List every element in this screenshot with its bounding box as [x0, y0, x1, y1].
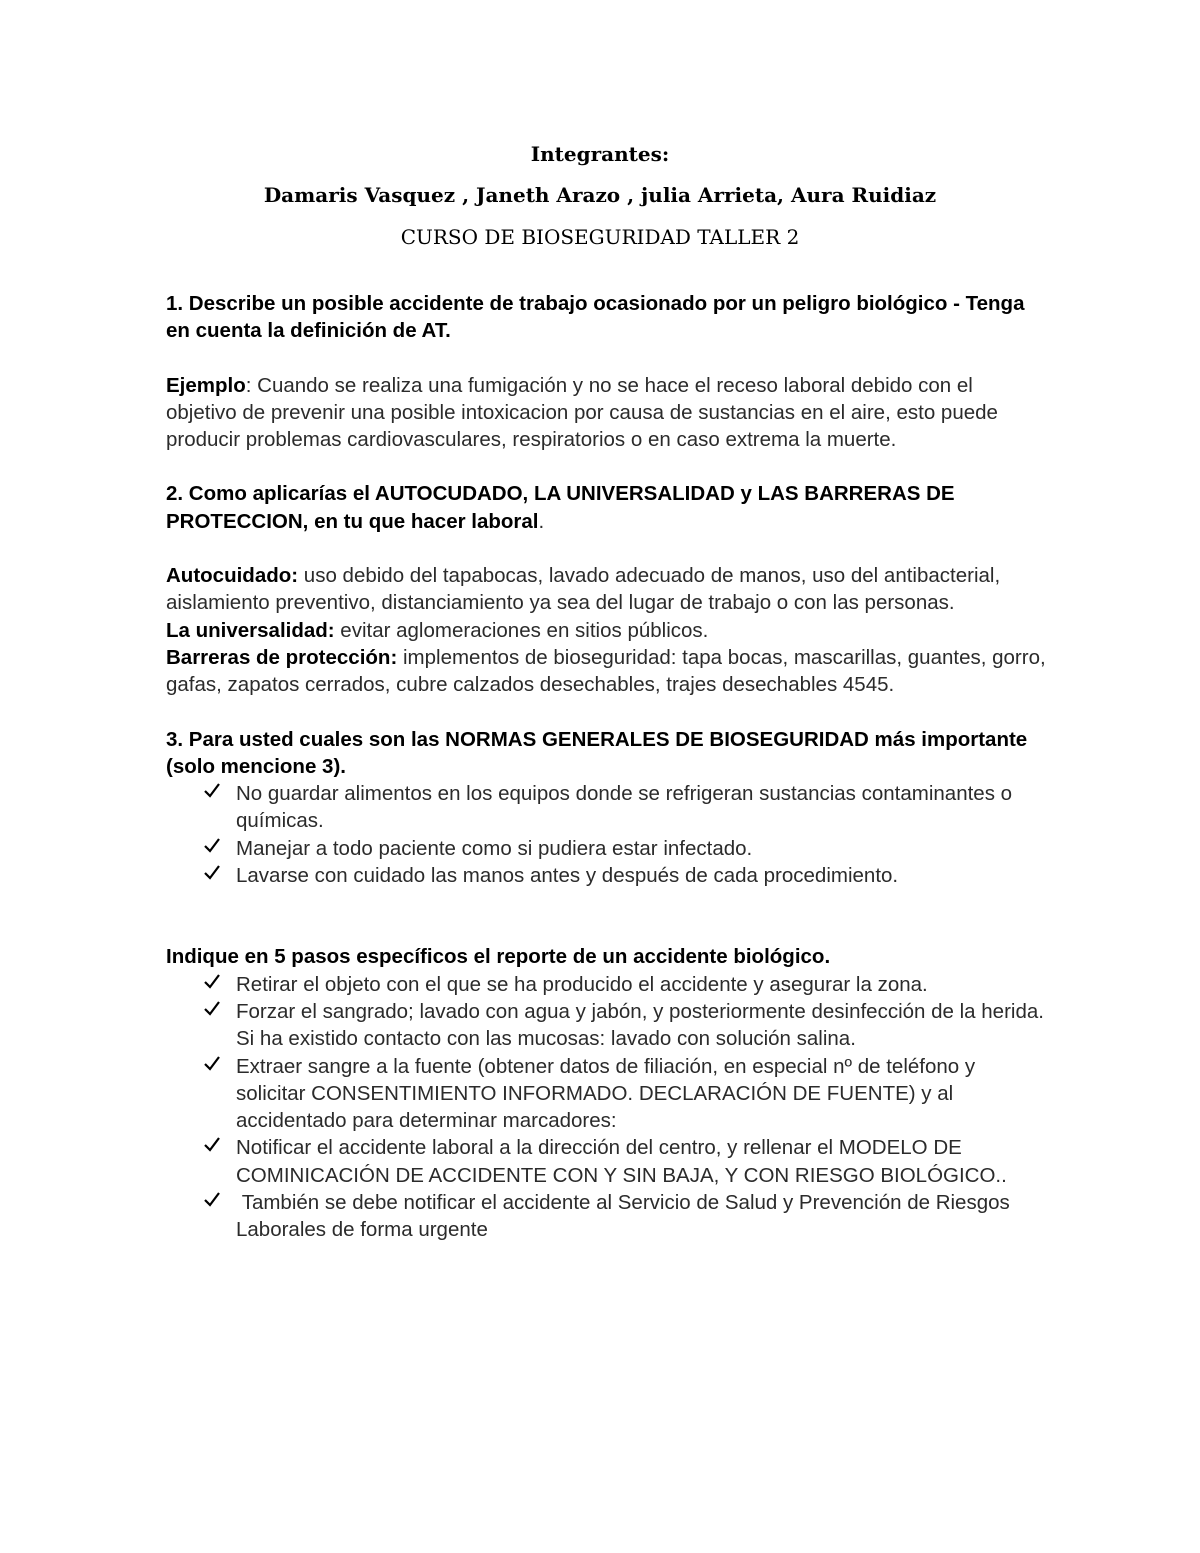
document-body	[166, 290, 1046, 1244]
question-3: 3. Para usted cuales son las NORMAS GENERALES DE BIOSEGURIDAD más importante (solo mencione 3).	[166, 727, 1028, 778]
universalidad-paragraph	[166, 617, 1046, 644]
barreras-label: Barreras de protección:	[166, 645, 398, 669]
list-item	[236, 971, 1046, 998]
autocuidado-label: Autocuidado:	[166, 564, 299, 588]
barreras-text: implementos de bioseguridad: tapa bocas, mascarillas, guantes, gorro, gafas, zapatos cerrados, cubre calzados desechables, trajes desechables 4545.	[166, 645, 1046, 697]
list-item-text: Extraer sangre a la fuente (obtener datos de filiación, en especial nº de teléfono y solicitar CONSENTIMIENTO INFORMADO. DECLARACIÓN DE FUENTE) y al accidentado para determinar marcadores:	[236, 1054, 976, 1133]
check-icon	[202, 971, 224, 998]
autocuidado-paragraph	[166, 562, 1046, 617]
list-item	[236, 1189, 1046, 1244]
members-line: Damaris Vasquez , Janeth Arazo , julia Arrieta, Aura Ruidiaz	[263, 183, 937, 207]
list-item	[236, 1134, 1046, 1189]
check-icon	[202, 862, 224, 889]
normas-list	[166, 780, 1046, 889]
example-paragraph	[166, 372, 1046, 454]
barreras-paragraph	[166, 644, 1046, 699]
list-item-text: No guardar alimentos en los equipos donde se refrigeran sustancias contaminantes o químicas.	[236, 782, 1013, 833]
universalidad-text: evitar aglomeraciones en sitios públicos.	[334, 618, 709, 642]
check-icon	[202, 1189, 224, 1216]
check-icon	[202, 835, 224, 862]
example-label: Ejemplo	[166, 373, 246, 397]
list-item	[236, 835, 1046, 862]
course-title: CURSO DE BIOSEGURIDAD TALLER 2	[400, 225, 800, 249]
list-item-text: Forzar el sangrado; lavado con agua y jabón, y posteriormente desinfección de la herida. Si ha existido contacto con las mucosas: lavado con solución salina.	[236, 999, 1044, 1051]
autocuidado-text: uso debido del tapabocas, lavado adecuado de manos, uso del antibacterial, aislamiento preventivo, distanciamiento ya sea del lugar de trabajo o con las personas.	[166, 564, 1001, 615]
question-2	[166, 480, 1046, 535]
integrantes-heading	[0, 142, 1200, 166]
pasos-list	[166, 971, 1046, 1244]
list-item	[236, 998, 1046, 1053]
example-text: : Cuando se realiza una fumigación y no se hace el receso laboral debido con el objetivo de prevenir una posible intoxicacion por causa de sustancias en el aire, esto puede producir problemas cardiovasculares, respiratorios o en caso extrema la muerte.	[166, 373, 998, 452]
universalidad-label: La universalidad:	[166, 618, 335, 642]
list-item-text: Notificar el accidente laboral a la dirección del centro, y rellenar el MODELO DE COMINICACIÓN DE ACCIDENTE CON Y SIN BAJA, Y CON RIESGO BIOLÓGICO..	[236, 1136, 1007, 1187]
check-icon	[202, 998, 224, 1025]
list-item-text: También se debe notificar el accidente al Servicio de Salud y Prevención de Riesgos Laborales de forma urgente	[236, 1191, 1016, 1242]
list-item	[236, 862, 1046, 889]
list-item-text: Retirar el objeto con el que se ha producido el accidente y asegurar la zona.	[236, 972, 928, 996]
question-4: Indique en 5 pasos específicos el reporte de un accidente biológico.	[166, 945, 831, 969]
check-icon	[202, 1134, 224, 1161]
check-icon	[202, 780, 224, 807]
question-1: 1. Describe un posible accidente de trabajo ocasionado por un peligro biológico - Tenga en cuenta la definición de AT.	[166, 292, 1025, 343]
list-item-text: Lavarse con cuidado las manos antes y después de cada procedimiento.	[236, 864, 899, 888]
list-item	[236, 1053, 1046, 1135]
list-item	[236, 780, 1046, 835]
question-2-end: .	[538, 509, 545, 533]
integrantes-label: Integrantes:	[530, 142, 670, 166]
list-item-text: Manejar a todo paciente como si pudiera estar infectado.	[236, 836, 753, 860]
question-2-text: 2. Como aplicarías el AUTOCUDADO, LA UNIVERSALIDAD y LAS BARRERAS DE PROTECCION, en tu que hacer laboral	[166, 482, 955, 533]
check-icon	[202, 1053, 224, 1080]
